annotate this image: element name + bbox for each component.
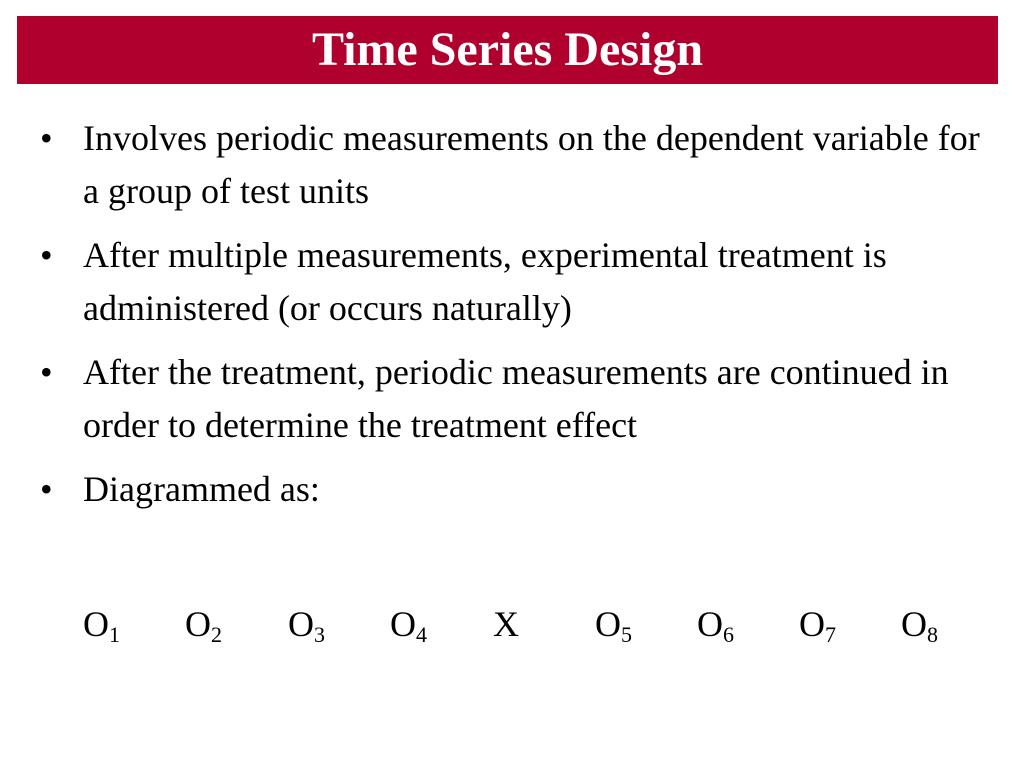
design-diagram-sequence xyxy=(83,596,983,652)
sequence-symbol: X xyxy=(493,604,519,644)
bullet-text: After multiple measurements, experimental treatment is administered (or occurs naturally) xyxy=(83,235,887,328)
sequence-subscript: 2 xyxy=(211,622,222,647)
sequence-subscript: 1 xyxy=(109,622,120,647)
bullet-marker: • xyxy=(40,352,53,392)
sequence-subscript: 6 xyxy=(723,622,734,647)
observation-marker xyxy=(697,596,734,663)
sequence-symbol: O xyxy=(288,604,314,644)
sequence-symbol: O xyxy=(185,604,211,644)
sequence-subscript: 4 xyxy=(416,622,427,647)
title-bar xyxy=(17,16,998,84)
bullet-item xyxy=(40,346,980,452)
sequence-symbol: O xyxy=(697,604,723,644)
treatment-marker xyxy=(493,596,519,652)
observation-marker xyxy=(185,596,222,663)
bullet-text: Diagrammed as: xyxy=(83,469,320,509)
sequence-symbol: O xyxy=(83,604,109,644)
observation-marker xyxy=(288,596,325,663)
observation-marker xyxy=(595,596,632,663)
bullet-text: Involves periodic measurements on the dependent variable for a group of test units xyxy=(83,118,980,211)
sequence-symbol: O xyxy=(595,604,621,644)
bullet-text: After the treatment, periodic measurements are continued in order to determine the treatment effect xyxy=(83,352,949,445)
sequence-subscript: 3 xyxy=(314,622,325,647)
sequence-subscript: 8 xyxy=(927,622,938,647)
observation-marker xyxy=(83,596,120,663)
bullet-list xyxy=(40,112,980,527)
bullet-item xyxy=(40,229,980,335)
sequence-symbol: O xyxy=(799,604,825,644)
slide-title: Time Series Design xyxy=(311,23,704,76)
sequence-symbol: O xyxy=(390,604,416,644)
bullet-item xyxy=(40,112,980,218)
sequence-subscript: 5 xyxy=(621,622,632,647)
sequence-symbol: O xyxy=(901,604,927,644)
bullet-marker: • xyxy=(40,469,53,509)
sequence-subscript: 7 xyxy=(825,622,836,647)
observation-marker xyxy=(799,596,836,663)
bullet-item xyxy=(40,463,980,516)
bullet-marker: • xyxy=(40,118,53,158)
observation-marker xyxy=(901,596,938,663)
bullet-marker: • xyxy=(40,235,53,275)
observation-marker xyxy=(390,596,427,663)
